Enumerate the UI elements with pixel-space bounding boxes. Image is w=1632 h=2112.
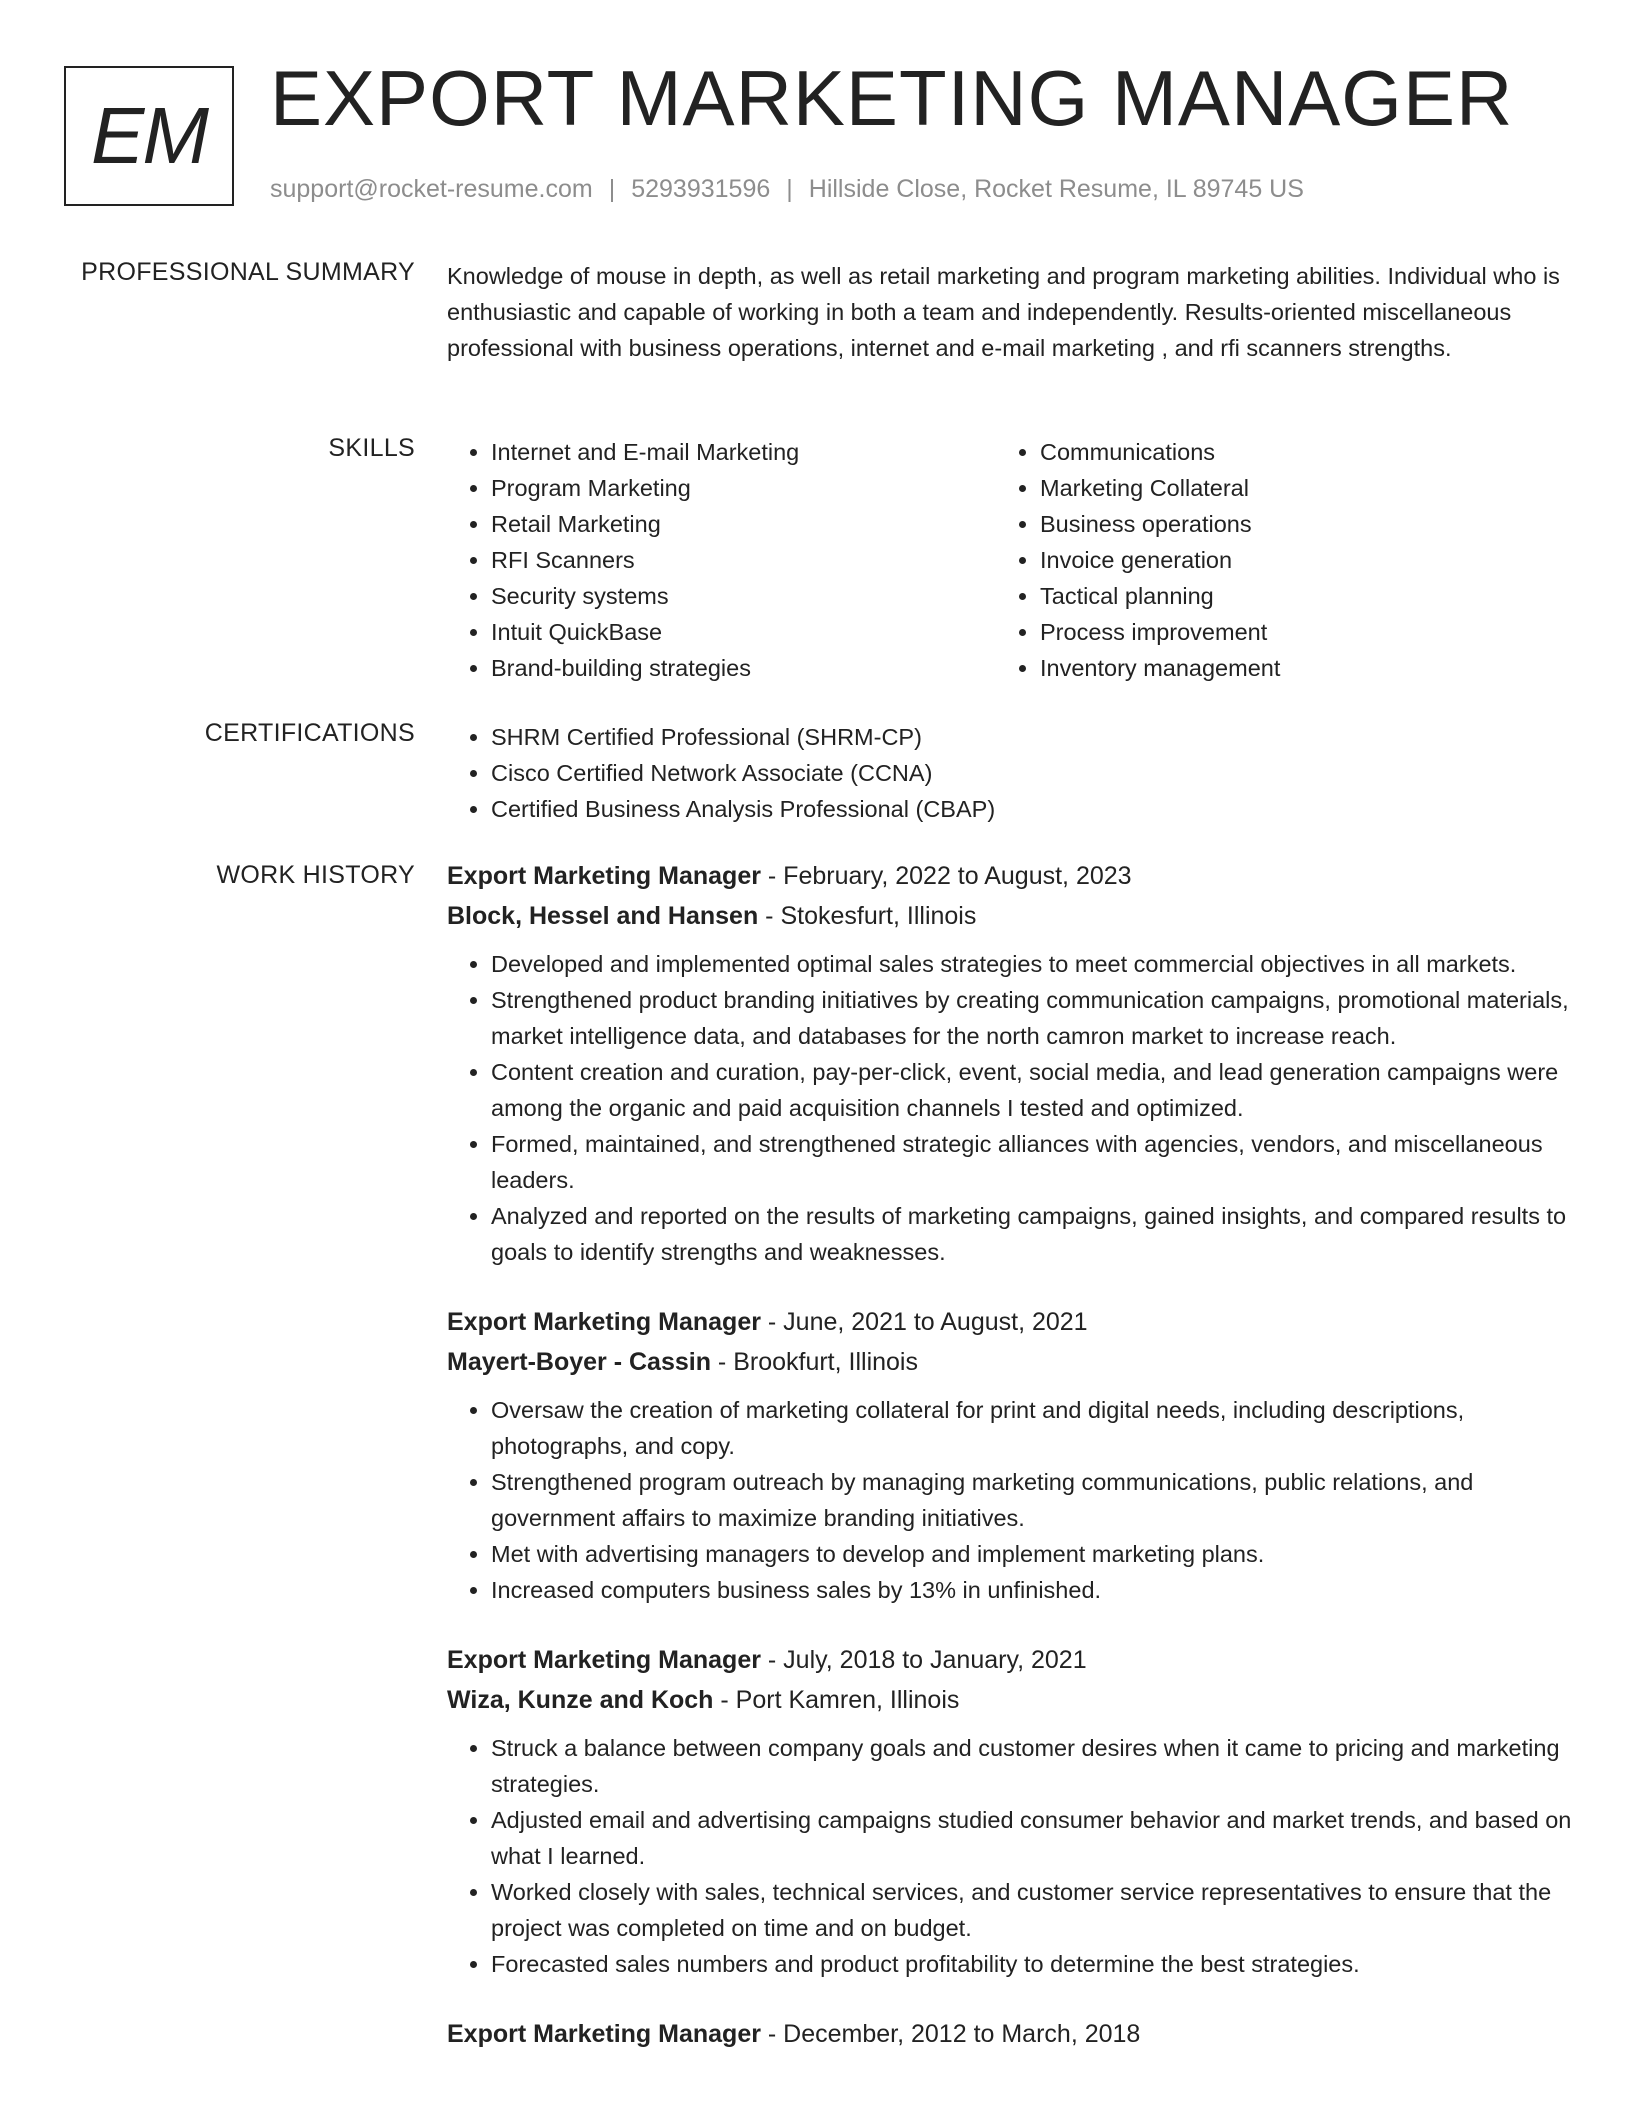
skill-item: • Business operations <box>1040 506 1545 542</box>
job-bullet: • Strengthened product branding initiatives by creating communication campaigns, promotional materials, market intelligence data, and databases for the north camron market to increase reach. <box>491 982 1572 1054</box>
contact-separator: | <box>608 175 616 203</box>
job-bullets <box>447 946 1572 1270</box>
job-bullet: • Developed and implemented optimal sales strategies to meet commercial objectives in all markets. <box>491 946 1572 982</box>
contact-email: support@rocket-resume.com <box>270 175 593 203</box>
job-role: Export Marketing Manager <box>447 862 761 890</box>
job-entry <box>447 1302 1572 1608</box>
job-bullet: • Formed, maintained, and strengthened strategic alliances with agencies, vendors, and miscellaneous leaders. <box>491 1126 1572 1198</box>
skill-item: • Brand-building strategies <box>491 650 996 686</box>
certification-item: • Cisco Certified Network Associate (CCNA) <box>491 755 1572 791</box>
skill-item: • Security systems <box>491 578 996 614</box>
certification-item: • Certified Business Analysis Professional (CBAP) <box>491 791 1572 827</box>
skill-item: • Retail Marketing <box>491 506 996 542</box>
monogram-box <box>64 66 234 206</box>
job-location: - Stokesfurt, Illinois <box>758 902 977 930</box>
job-title-line <box>447 1302 1572 1342</box>
skill-item: • Tactical planning <box>1040 578 1545 614</box>
job-bullet: • Worked closely with sales, technical services, and customer service representatives to ensure that the project was completed on time and on budget. <box>491 1874 1572 1946</box>
job-dates: - December, 2012 to March, 2018 <box>760 2020 1141 2048</box>
skills-body <box>447 434 1572 686</box>
skill-item: • Communications <box>1040 434 1545 470</box>
candidate-name: EXPORT MARKETING MANAGER <box>270 54 1514 142</box>
job-company-line <box>447 1342 1572 1382</box>
skills-title: SKILLS <box>328 434 415 462</box>
certifications-list <box>447 719 1572 827</box>
certification-item: • SHRM Certified Professional (SHRM-CP) <box>491 719 1572 755</box>
skill-item: • Program Marketing <box>491 470 996 506</box>
job-bullet: • Strengthened program outreach by managing marketing communications, public relations, and government affairs to maximize branding initiatives. <box>491 1464 1572 1536</box>
certifications-title: CERTIFICATIONS <box>204 719 415 747</box>
certifications-body <box>447 719 1572 827</box>
job-role: Export Marketing Manager <box>447 2020 761 2048</box>
job-title-line <box>447 1640 1572 1680</box>
skill-item: • Internet and E-mail Marketing <box>491 434 996 470</box>
job-dates: - June, 2021 to August, 2021 <box>760 1308 1088 1336</box>
work-history-body <box>447 856 1572 2086</box>
job-role: Export Marketing Manager <box>447 1308 761 1336</box>
job-dates: - July, 2018 to January, 2021 <box>760 1646 1087 1674</box>
job-entry <box>447 2014 1572 2054</box>
skill-item: • Process improvement <box>1040 614 1545 650</box>
job-bullet: • Met with advertising managers to develop and implement marketing plans. <box>491 1536 1572 1572</box>
skill-item: • Intuit QuickBase <box>491 614 996 650</box>
skill-item: • RFI Scanners <box>491 542 996 578</box>
contact-address: Hillside Close, Rocket Resume, IL 89745 US <box>808 175 1304 203</box>
skills-columns <box>447 434 1572 686</box>
job-location: - Port Kamren, Illinois <box>713 1686 960 1714</box>
contact-separator: | <box>786 175 793 203</box>
job-entry <box>447 856 1572 1270</box>
skill-item: • Marketing Collateral <box>1040 470 1545 506</box>
job-role: Export Marketing Manager <box>447 1646 761 1674</box>
job-bullet: • Adjusted email and advertising campaigns studied consumer behavior and market trends, and based on what I learned. <box>491 1802 1572 1874</box>
skills-list-right <box>996 434 1545 686</box>
job-company-line <box>447 896 1572 936</box>
job-company-line <box>447 1680 1572 1720</box>
job-bullet: • Increased computers business sales by 13% in unfinished. <box>491 1572 1572 1608</box>
summary-text: Knowledge of mouse in depth, as well as retail marketing and program marketing abilities. Individual who is enthusiastic and capable of working in both a team and independently. Results-oriented miscellaneous professional with business operations, internet and e-mail marketing , and rfi scanners strengths. <box>447 263 1560 361</box>
job-bullet: • Content creation and curation, pay-per-click, event, social media, and lead generation campaigns were among the organic and paid acquisition channels I tested and optimized. <box>491 1054 1572 1126</box>
contact-phone: 5293931596 <box>631 175 771 203</box>
job-title-line <box>447 2014 1572 2054</box>
job-bullet: • Forecasted sales numbers and product profitability to determine the best strategies. <box>491 1946 1572 1982</box>
job-location: - Brookfurt, Illinois <box>710 1348 918 1376</box>
job-dates: - February, 2022 to August, 2023 <box>760 862 1132 890</box>
job-bullets <box>447 1392 1572 1608</box>
skills-list-left <box>447 434 996 686</box>
monogram-text: EM <box>91 91 207 180</box>
job-bullet: • Struck a balance between company goals and customer desires when it came to pricing and marketing strategies. <box>491 1730 1572 1802</box>
skill-item: • Inventory management <box>1040 650 1545 686</box>
job-title-line <box>447 856 1572 896</box>
job-entry <box>447 1640 1572 1982</box>
job-bullet: • Oversaw the creation of marketing collateral for print and digital needs, including descriptions, photographs, and copy. <box>491 1392 1572 1464</box>
contact-line <box>270 175 1304 204</box>
job-company: Wiza, Kunze and Koch <box>447 1686 714 1714</box>
summary-title: PROFESSIONAL SUMMARY <box>81 258 415 286</box>
skill-item: • Invoice generation <box>1040 542 1545 578</box>
job-bullets <box>447 1730 1572 1982</box>
job-company: Mayert-Boyer - Cassin <box>447 1348 711 1376</box>
job-bullet: • Analyzed and reported on the results of marketing campaigns, gained insights, and compared results to goals to identify strengths and weaknesses. <box>491 1198 1572 1270</box>
work-history-title: WORK HISTORY <box>216 861 415 889</box>
job-company: Block, Hessel and Hansen <box>447 902 759 930</box>
